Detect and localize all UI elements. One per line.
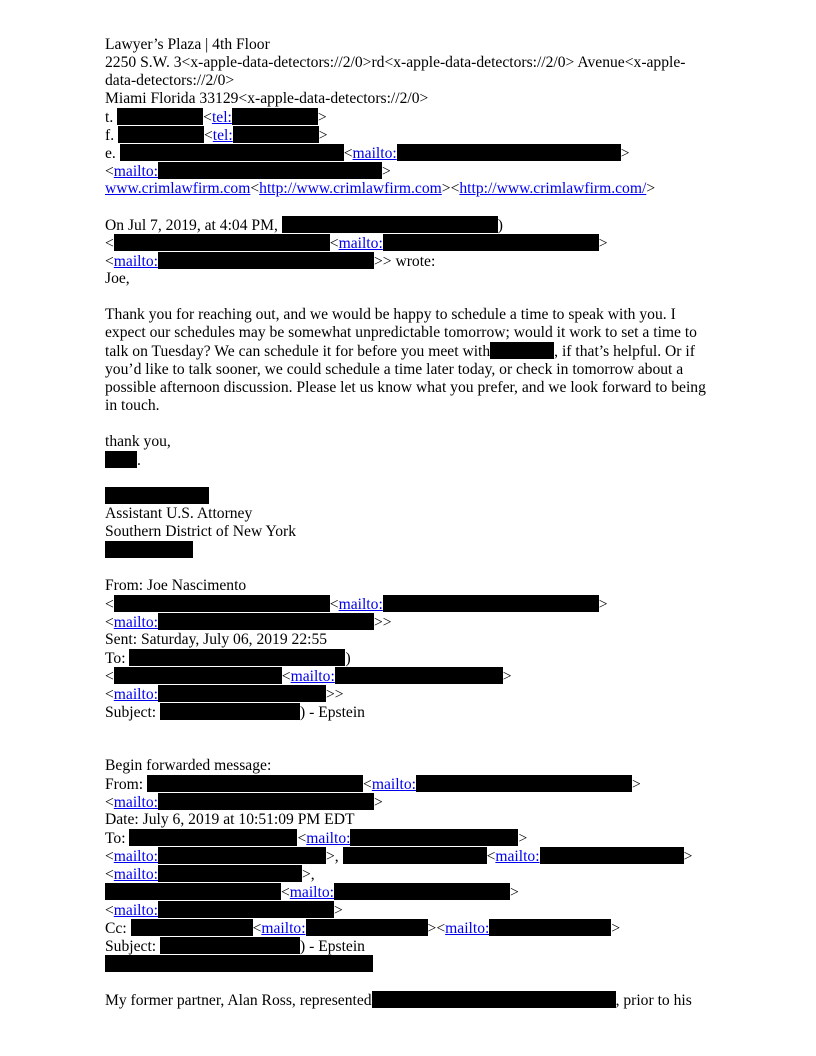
redaction [114,234,330,251]
sent-line: Sent: Saturday, July 06, 2019 22:55 [105,631,328,648]
reply-address-line-2: <mailto: >> wrote: [105,253,436,270]
fwd-to-line: To: <mailto: > [105,830,528,847]
mailto-link[interactable]: mailto: [113,848,158,865]
to-address-line: < <mailto: > [105,668,512,685]
from-label: From: [105,577,144,594]
redaction [334,883,510,900]
redaction [383,595,599,612]
reply-on-line: On Jul 7, 2019, at 4:04 PM, [105,217,278,234]
fwd-date-line: Date: July 6, 2019 at 10:51:09 PM EDT [105,811,355,828]
redaction [118,126,204,143]
last-line [105,991,715,1009]
redaction [158,793,374,810]
fwd-cc-label: Cc: [105,920,127,937]
redaction [158,901,334,918]
mailto-link[interactable]: mailto: [261,920,306,937]
website-line: www.crimlawfirm.com<http://www.crimlawfirm.com><http://www.crimlawfirm.com/> [105,180,656,197]
mailto-link[interactable]: mailto: [113,253,158,270]
subject-label: Subject: [105,704,157,721]
website-link-3[interactable]: http://www.crimlawfirm.com/ [459,180,647,197]
redaction [158,865,302,882]
reply-body-after: , if that’s helpful. Or if you’d like to talk sooner, we could schedule a time later today, or check in tomorrow about a possible afternoon discussion. Please let us know what you prefer, and we look forward to being in touch. [105,343,706,414]
from-line [105,577,715,595]
redaction [105,541,193,558]
period: . [137,452,141,469]
reply-body-before: Thank you for reaching out, and we would be happy to schedule a time to speak with you. I expect our schedules may be somewhat unpredictable tomorrow; would it work to set a time to talk on Tuesday? We can schedule it for before you meet with [105,306,697,360]
mailto-link[interactable]: mailto: [338,596,383,613]
signer-name [105,487,715,505]
mailto-link[interactable]: mailto: [445,920,490,937]
fax-prefix: f. [105,127,115,144]
fwd-subject-label: Subject: [105,938,157,955]
greeting: Joe, [105,270,130,287]
fwd-redacted-line [105,955,715,973]
redaction [158,613,374,630]
redaction [129,829,297,846]
redaction [282,216,498,233]
redaction [232,108,318,125]
signer-office: Southern District of New York [105,523,297,540]
from-name: Joe Nascimento [147,577,247,594]
reply-address-line: < <mailto: > [105,235,608,252]
redaction [105,955,373,972]
redaction [158,162,382,179]
redaction [397,144,621,161]
mailto-link[interactable]: mailto: [352,145,397,162]
redaction [120,144,344,161]
fwd-to-line-4: <mailto: > [105,883,715,901]
email-prefix: e. [105,145,116,162]
redaction [416,775,632,792]
mailto-link[interactable]: mailto: [113,614,158,631]
mailto-link[interactable]: mailto: [495,848,540,865]
email-line-2: <mailto: > [105,163,391,180]
mailto-link[interactable]: mailto: [113,866,158,883]
redaction [105,487,209,504]
redaction [160,937,300,954]
mailto-link[interactable]: mailto: [113,902,158,919]
last-before: My former partner, Alan Ross, represented [105,992,372,1009]
fwd-from-label: From: [105,776,144,793]
email-line: e. <mailto: > [105,145,630,162]
mailto-link[interactable]: mailto: [371,776,417,793]
redaction [383,234,599,251]
signer-phone [105,541,715,559]
redaction [490,342,554,359]
to-address-line-2: <mailto: >> [105,686,344,703]
redaction [335,667,503,684]
phone-line: t. <tel: > [105,109,327,126]
mailto-link[interactable]: mailto: [113,686,158,703]
redaction [114,595,330,612]
fwd-to-line-2: <mailto: >, <mailto: > [105,848,693,865]
fwd-to-label: To: [105,830,126,847]
fwd-subject-line [105,937,715,955]
redaction [117,108,203,125]
subject-tail: ) - Epstein [300,704,365,721]
fwd-subject-tail: ) - Epstein [300,938,365,955]
fax-line: f. <tel: > [105,127,328,144]
mailto-link[interactable]: mailto: [290,668,335,685]
fwd-to-line-3: <mailto: >, [105,866,315,883]
signer-title: Assistant U.S. Attorney [105,505,253,522]
fwd-to-line-5: <mailto: > [105,902,343,919]
redaction [158,685,326,702]
redaction [158,847,326,864]
signoff-name [105,451,715,469]
redaction [129,649,345,666]
redaction [105,451,137,468]
to-line: To: ) [105,650,351,667]
tel-link[interactable]: tel: [211,109,232,126]
fwd-from-line-2: <mailto: > [105,794,383,811]
signoff: thank you, [105,433,171,450]
address-line: 2250 S.W. 3<x-apple-data-detectors://2/0>rd<x-apple-data-detectors://2/0> Avenue<x-apple-data-detectors://2/0> [105,54,686,89]
to-label: To: [105,650,126,667]
firm-line: Lawyer’s Plaza | 4th Floor [105,36,270,53]
website-link[interactable]: www.crimlawfirm.com [105,180,251,197]
fwd-from-line: From: <mailto: > [105,776,641,793]
last-after: , prior to his [615,992,692,1009]
mailto-link[interactable]: mailto: [113,163,158,180]
forwarded-title: Begin forwarded message: [105,757,272,774]
mailto-link[interactable]: mailto: [306,830,351,847]
tel-link[interactable]: tel: [212,127,233,144]
redaction [233,126,319,143]
redaction [114,667,282,684]
mailto-link[interactable]: mailto: [289,884,334,901]
redaction [147,775,363,792]
city-line: Miami Florida 33129<x-apple-data-detectors://2/0> [105,90,429,107]
email-body [105,36,715,1009]
redaction [131,919,253,936]
wrote-text: >> wrote: [373,253,436,270]
fwd-cc-line: Cc: <mailto: ><mailto: > [105,920,621,937]
redaction [306,919,428,936]
redaction [158,252,374,269]
mailto-link[interactable]: mailto: [113,794,158,811]
redaction [343,847,487,864]
redaction [489,919,611,936]
from-address-line-2: <mailto: >> [105,614,392,631]
redaction [350,829,518,846]
redaction [160,703,300,720]
redaction [540,847,684,864]
subject-line [105,703,715,721]
reply-paragraph [105,306,715,415]
reply-header-line: On Jul 7, 2019, at 4:04 PM, ) [105,217,503,234]
mailto-link[interactable]: mailto: [338,235,383,252]
redaction [372,991,616,1008]
phone-prefix: t. [105,109,114,126]
website-link-2[interactable]: http://www.crimlawfirm.com [259,180,442,197]
from-address-line: < <mailto: > [105,596,608,613]
redaction [105,883,281,900]
